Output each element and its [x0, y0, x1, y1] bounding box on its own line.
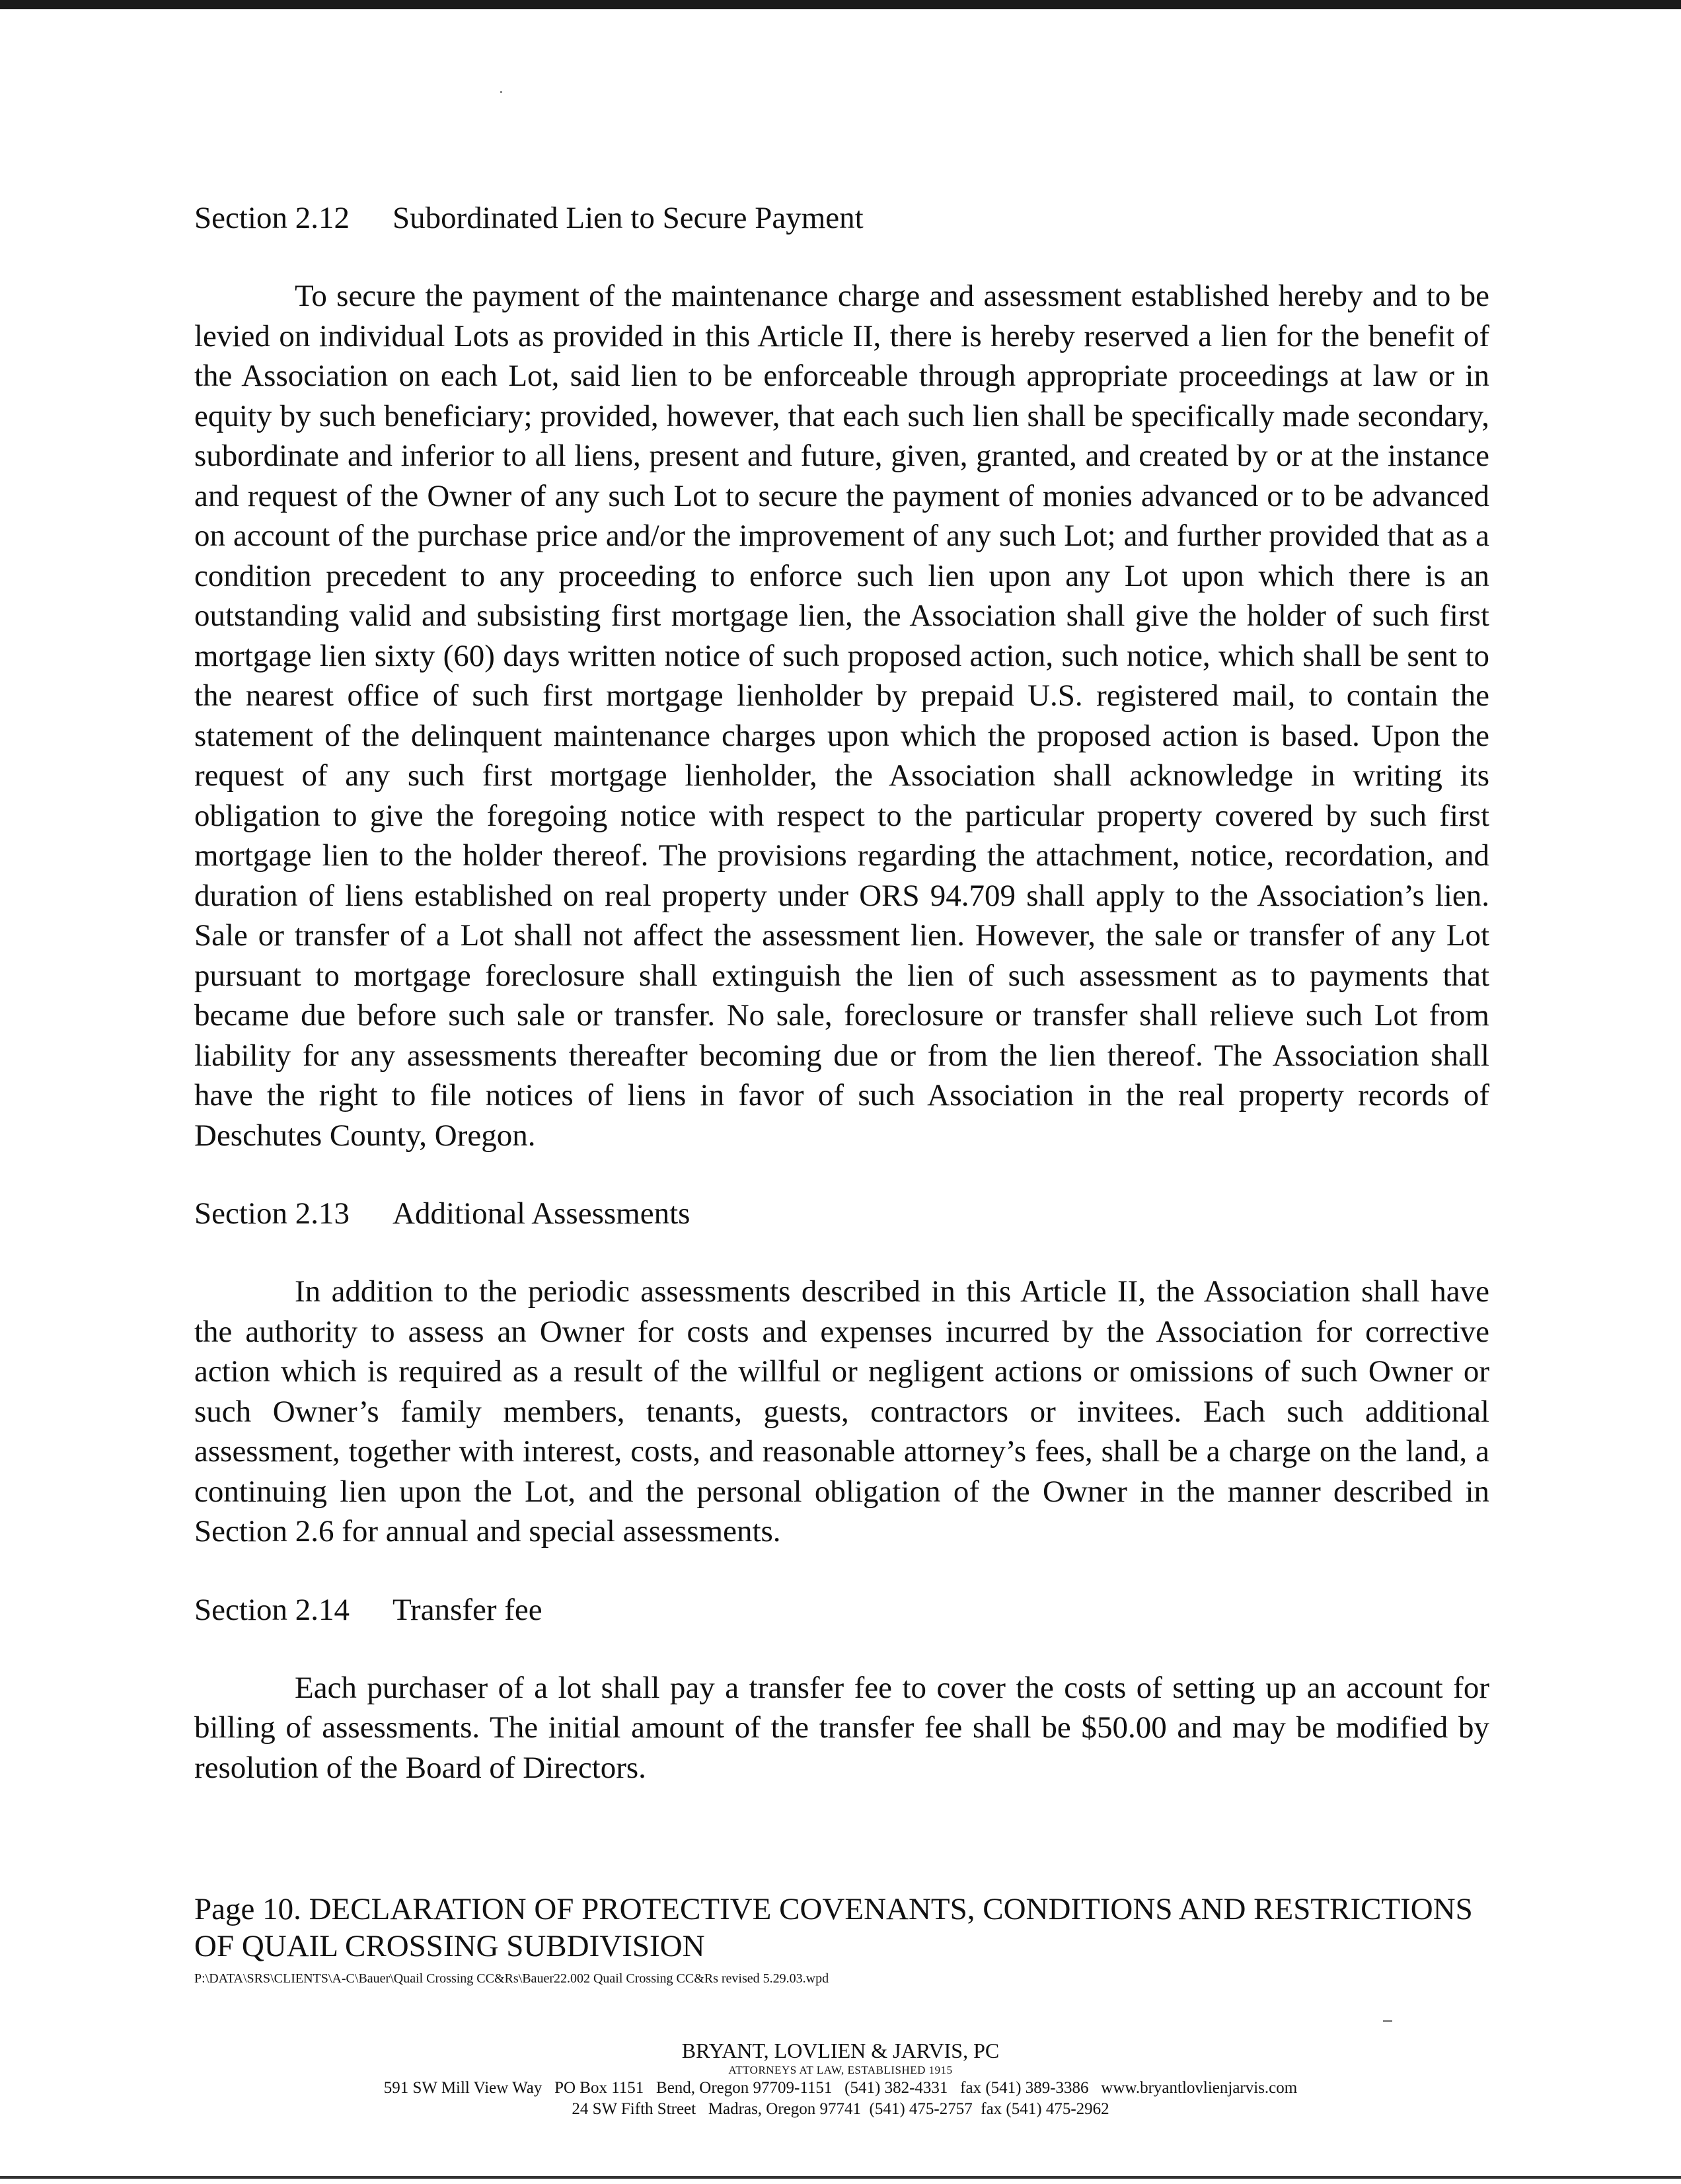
firm-name: BRYANT, LOVLIEN & JARVIS, PC — [681, 2039, 1000, 2062]
firm-address-madras: 24 SW Fifth Street Madras, Oregon 97741 (541) 475-2757 fax (541) 475-2962 — [572, 2100, 1109, 2118]
section-title: Transfer fee — [392, 1592, 542, 1627]
firm-subtitle: ATTORNEYS AT LAW, ESTABLISHED 1915 — [728, 2064, 953, 2076]
firm-address-bend: 591 SW Mill View Way PO Box 1151 Bend, Oregon 97709-1151 (541) 382-4331 fax (541) 389-3386 www.bryantlovlienjarvis.com — [383, 2079, 1298, 2097]
scan-bottom-border — [0, 2176, 1681, 2179]
section-paragraph: In addition to the periodic assessments described in this Article II, the Association shall have the authority to assess an Owner for costs and expenses incurred by the Association for corrective action which is required as a result of the willful or negligent actions or omissions of such Owner or such Owner’s family members, tenants, guests, contractors or invitees. Each such additional assessment, together with interest, costs, and reasonable attorney’s fees, shall be a charge on the land, a continuing lien upon the Lot, and the personal obligation of the Owner in the manner described in Section 2.6 for annual and special assessments. — [194, 1274, 1489, 1548]
section-paragraph: To secure the payment of the maintenance charge and assessment established hereby and to be levied on individual Lots as provided in this Article II, there is hereby reserved a lien for the benefit of the Association on each Lot, said lien to be enforceable through appropriate proceedings at law or in equity by such beneficiary; provided, however, that each such lien shall be specifically made secondary, subordinate and inferior to all liens, present and future, given, granted, and created by or at the instance and request of the Owner of any such Lot to secure the payment of monies advanced or to be advanced on account of the purchase price and/or the improvement of any such Lot; and further provided that as a condition precedent to any proceeding to enforce such lien upon any Lot upon which there is an outstanding valid and subsisting first mortgage lien, the Association shall give the holder of such first mortgage lien sixty (60) days written notice of such proposed action, such notice, which shall be sent to the nearest office of such first mortgage lienholder by prepaid U.S. registered mail, to contain the statement of the delinquent maintenance charges upon which the proposed action is based. Upon the request of any such first mortgage lienholder, the Association shall acknowledge in writing its obligation to give the foregoing notice with respect to the particular property covered by such first mortgage lien to the holder thereof. The provisions regarding the attachment, notice, recordation, and duration of liens established on real property under ORS 94.709 shall apply to the Association’s lien. Sale or transfer of a Lot shall not affect the assessment lien. However, the sale or transfer of any Lot pursuant to mortgage foreclosure shall extinguish the lien of such assessment as to payments that became due before such sale or transfer. No sale, foreclosure or transfer shall relieve such Lot from liability for any assessments thereafter becoming due or from the lien thereof. The Association shall have the right to file notices of liens in favor of such Association in the real property records of Deschutes County, Oregon. — [194, 279, 1489, 1153]
section-heading — [194, 198, 1489, 238]
section-title: Subordinated Lien to Secure Payment — [392, 201, 864, 235]
letterhead — [0, 2038, 1681, 2120]
document-body — [194, 198, 1489, 1788]
section-heading — [194, 1590, 1489, 1630]
section-heading — [194, 1194, 1489, 1233]
file-path: P:\DATA\SRS\CLIENTS\A-C\Bauer\Quail Crossing CC&Rs\Bauer22.002 Quail Crossing CC&Rs revised 5.29.03.wpd — [194, 1971, 829, 1986]
scan-top-border — [0, 0, 1681, 9]
scan-speck — [500, 91, 502, 93]
section-number: Section 2.12 — [194, 201, 350, 235]
section-number: Section 2.14 — [194, 1592, 350, 1627]
section-paragraph: Each purchaser of a lot shall pay a transfer fee to cover the costs of setting up an account for billing of assessments. The initial amount of the transfer fee shall be $50.00 and may be modified by resolution of the Board of Directors. — [194, 1670, 1489, 1785]
section-title: Additional Assessments — [392, 1196, 691, 1231]
page-footer-title: Page 10. DECLARATION OF PROTECTIVE COVENANTS, CONDITIONS AND RESTRICTIONS OF QUAIL CROSSING SUBDIVISION — [194, 1892, 1473, 1963]
scan-speck — [1383, 2020, 1392, 2022]
section-number: Section 2.13 — [194, 1196, 350, 1231]
